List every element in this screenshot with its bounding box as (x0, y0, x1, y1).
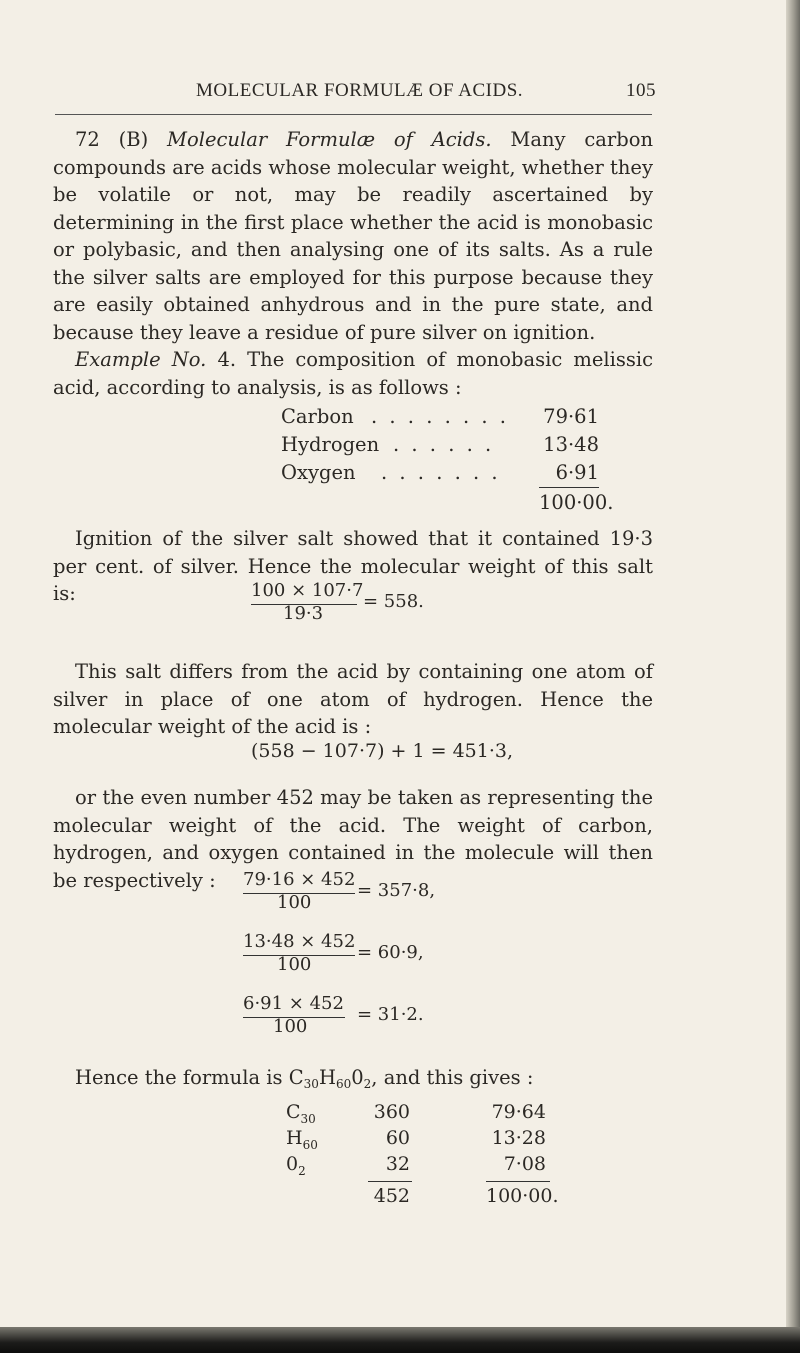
fraction-result: = 31·2. (357, 1004, 424, 1025)
formula-percent: 7·08 (503, 1153, 546, 1175)
composition-table (281, 403, 614, 514)
formula-symbol: $C_{30}$ (286, 1101, 316, 1126)
page-number: 105 (626, 80, 656, 101)
even-number-paragraph: or the even number 452 may be taken as representing the molecular weight of the acid. The weight of carbon, hydrogen, and oxygen contained in the molecule will then be respectively : (53, 786, 653, 892)
fraction-denominator: 100 (273, 1016, 308, 1037)
fraction-result: = 60·9, (357, 942, 424, 963)
example-text: The composition of monobasic melissic acid, according to analysis, is as follows : (53, 348, 654, 399)
formula-weight: 60 (385, 1127, 410, 1149)
running-header (196, 80, 656, 108)
formula-text-after: , and this gives : (371, 1066, 534, 1089)
total-rule (539, 487, 599, 488)
formula-text-before: Hence the formula is C (75, 1066, 304, 1089)
formula-symbol: $H_{60}$ (286, 1127, 318, 1152)
composition-row (281, 403, 601, 431)
fraction-denominator: 100 (277, 892, 312, 913)
formula-percent-total: 100·00. (486, 1185, 559, 1207)
fraction-numerator: 79·16 × 452 (243, 869, 356, 890)
fraction-numerator: 13·48 × 452 (243, 931, 356, 952)
section-heading: Molecular Formulæ of Acids. (167, 128, 492, 151)
element-percent: 6·91 (555, 461, 599, 484)
fraction-numerator: 100 × 107·7 (251, 580, 364, 601)
section-marker: (B) (118, 128, 149, 151)
leader-dots: . . . . . . (393, 433, 495, 456)
formula-percent: 79·64 (491, 1101, 546, 1123)
header-rule (55, 114, 652, 115)
example-label: Example No. (75, 348, 207, 371)
formula-subscript: 60 (335, 1077, 352, 1091)
composition-row (281, 431, 601, 459)
formula-subscript: 2 (363, 1077, 372, 1091)
weight-total-rule (368, 1181, 412, 1182)
element-name: Carbon (281, 405, 354, 428)
formula-paragraph (53, 1064, 653, 1099)
formula-weight: 360 (373, 1101, 410, 1123)
element-percent: 79·61 (543, 405, 599, 428)
ignition-paragraph: Ignition of the silver salt showed that it contained 19·3 per cent. of silver. Hence the molecular weight of this salt is: (53, 527, 653, 605)
leader-dots: . . . . . . . (381, 461, 501, 484)
element-name: Hydrogen (281, 433, 380, 456)
percent-total-rule (486, 1181, 550, 1182)
fraction-result: = 558. (363, 591, 424, 612)
section-number: 72 (75, 128, 100, 151)
fraction-result: = 357·8, (357, 880, 436, 901)
acid-weight-equation: (558 − 107·7) + 1 = 451·3, (251, 740, 514, 762)
fraction-denominator: 19·3 (283, 603, 324, 624)
formula-weight-total: 452 (373, 1185, 410, 1207)
formula-subscript: 30 (303, 1077, 319, 1091)
scan-bottom-edge (0, 1327, 800, 1353)
fraction-numerator: 6·91 × 452 (243, 993, 344, 1014)
element-percent: 13·48 (543, 433, 599, 456)
running-title: MOLECULAR FORMULÆ OF ACIDS. (196, 80, 524, 101)
intro-text: Many carbon compounds are acids whose molecular weight, whether they be volatile or not, may be readily ascertained by determining in the first place whether the acid is monobasic or polybasic, and then analysing one of its salts. As a rule the silver salts are employed for this purpose because they are easily obtained anhydrous and in the pure state, and because they leave a residue of pure silver on ignition. (53, 128, 654, 344)
fraction-denominator: 100 (277, 954, 312, 975)
formula-symbol: $0_2$ (286, 1153, 306, 1178)
leader-dots: . . . . . . . . (371, 405, 509, 428)
salt-paragraph: This salt differs from the acid by containing one atom of silver in place of one atom of hydrogen. Hence the molecular weight of the acid is : (53, 660, 653, 738)
formula-weight: 32 (385, 1153, 410, 1175)
example-paragraph (53, 346, 653, 401)
composition-row (281, 459, 601, 487)
intro-paragraph (53, 126, 653, 346)
formula-percent: 13·28 (491, 1127, 546, 1149)
example-number: 4. (217, 348, 237, 371)
composition-total: 100·00. (539, 491, 614, 514)
page-edge-shadow (786, 0, 800, 1353)
element-name: Oxygen (281, 461, 356, 484)
formula-text-mid: H (318, 1066, 336, 1089)
formula-text-mid: 0 (351, 1066, 364, 1089)
